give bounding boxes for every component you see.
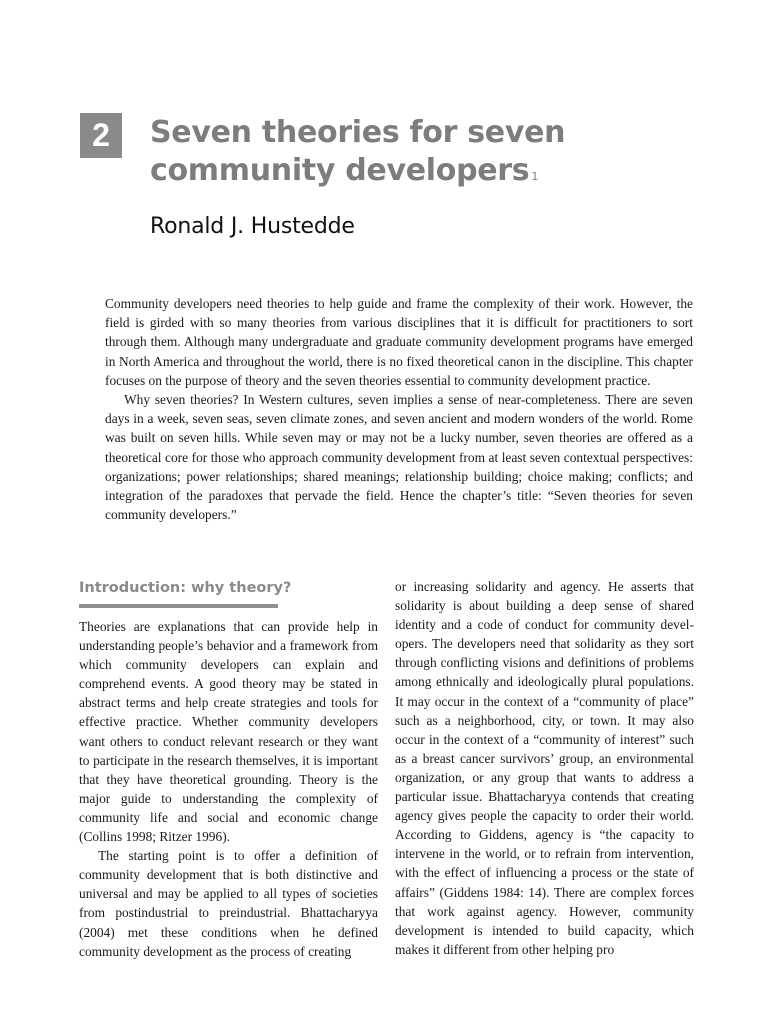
section-heading: Introduction: why theory? [79, 580, 292, 596]
abstract-paragraph: Why seven theories? In Western cultures, seven implies a sense of near-completeness. There are seven days in a week, seven seas, seven climate zones, and seven ancient and modern wonders of the world. Rome was built on seven hills. While seven may or may not be a lucky number, seven theories are offered as a theoretical core for those who approach community development from at least seven contextual perspectives: organizations; power relationships; shared meanings; relationship building; choice making; conflicts; and integration of the paradoxes that pervade the field. Hence the chapter’s title: “Seven theories for seven community developers.” [105, 392, 693, 523]
chapter-abstract [105, 294, 693, 524]
chapter-number-badge: 2 [80, 113, 122, 158]
chapter-title-text: Seven theories for seven community developers [150, 115, 566, 188]
left-column [79, 617, 378, 961]
title-footnote-marker[interactable]: 1 [531, 170, 539, 183]
body-paragraph: The starting point is to offer a definition of community development that is both distinctive and universal and may be applied to all types of societies from postindustrial to preindustrial. Bhattacharyya (2004) met these conditions when he defined community development as the process of creating [79, 848, 378, 959]
section-heading-rule [79, 604, 278, 608]
body-paragraph: or increasing solidarity and agency. He asserts that solidarity is about building a deep sense of shared identity and a code of conduct for community developers. The developers need that solidarity as they sort through conflicting visions and definitions of problems among ethnically and ideologically plural populations. It may occur in the context of a “community of place” such as a neighborhood, city, or town. It may also occur in the context of a “community of interest” such as a breast cancer survivors’ group, an environmental organization, or any group that wants to address a particular issue. Bhattacharyya contends that creating agency gives people the capacity to order their world. According to Giddens, agency is “the capacity to intervene in the world, or to refrain from intervention, with the effect of influencing a process or the state of affairs” (Giddens 1984: 14). There are complex forces that work against agency. However, community development is intended to build capacity, which makes it different from other helping pro [395, 579, 694, 957]
chapter-title [150, 114, 650, 190]
body-paragraph: Theories are explanations that can provide help in understanding people’s behavior and a framework from which community developers can explain and comprehend events. A good theory may be stated in abstract terms and help create strategies and tools for effective practice. Whether community developers want others to conduct relevant research or they want to participate in the research themselves, it is important that they have theoretical grounding. Theory is the major guide to understanding the complexity of community life and social and economic change (Collins 1998; Ritzer 1996). [79, 619, 378, 845]
right-column [395, 577, 694, 959]
author-name: Ronald J. Hustedde [150, 214, 355, 239]
abstract-paragraph: Community developers need theories to help guide and frame the complexity of their work. However, the field is girded with so many theories from various disciplines that it is difficult for practitioners to sort through them. Although many undergraduate and graduate community development programs have emerged in North America and throughout the world, there is no fixed theoretical canon in the discipline. This chapter focuses on the purpose of theory and the seven theories essential to community development practice. [105, 296, 693, 388]
